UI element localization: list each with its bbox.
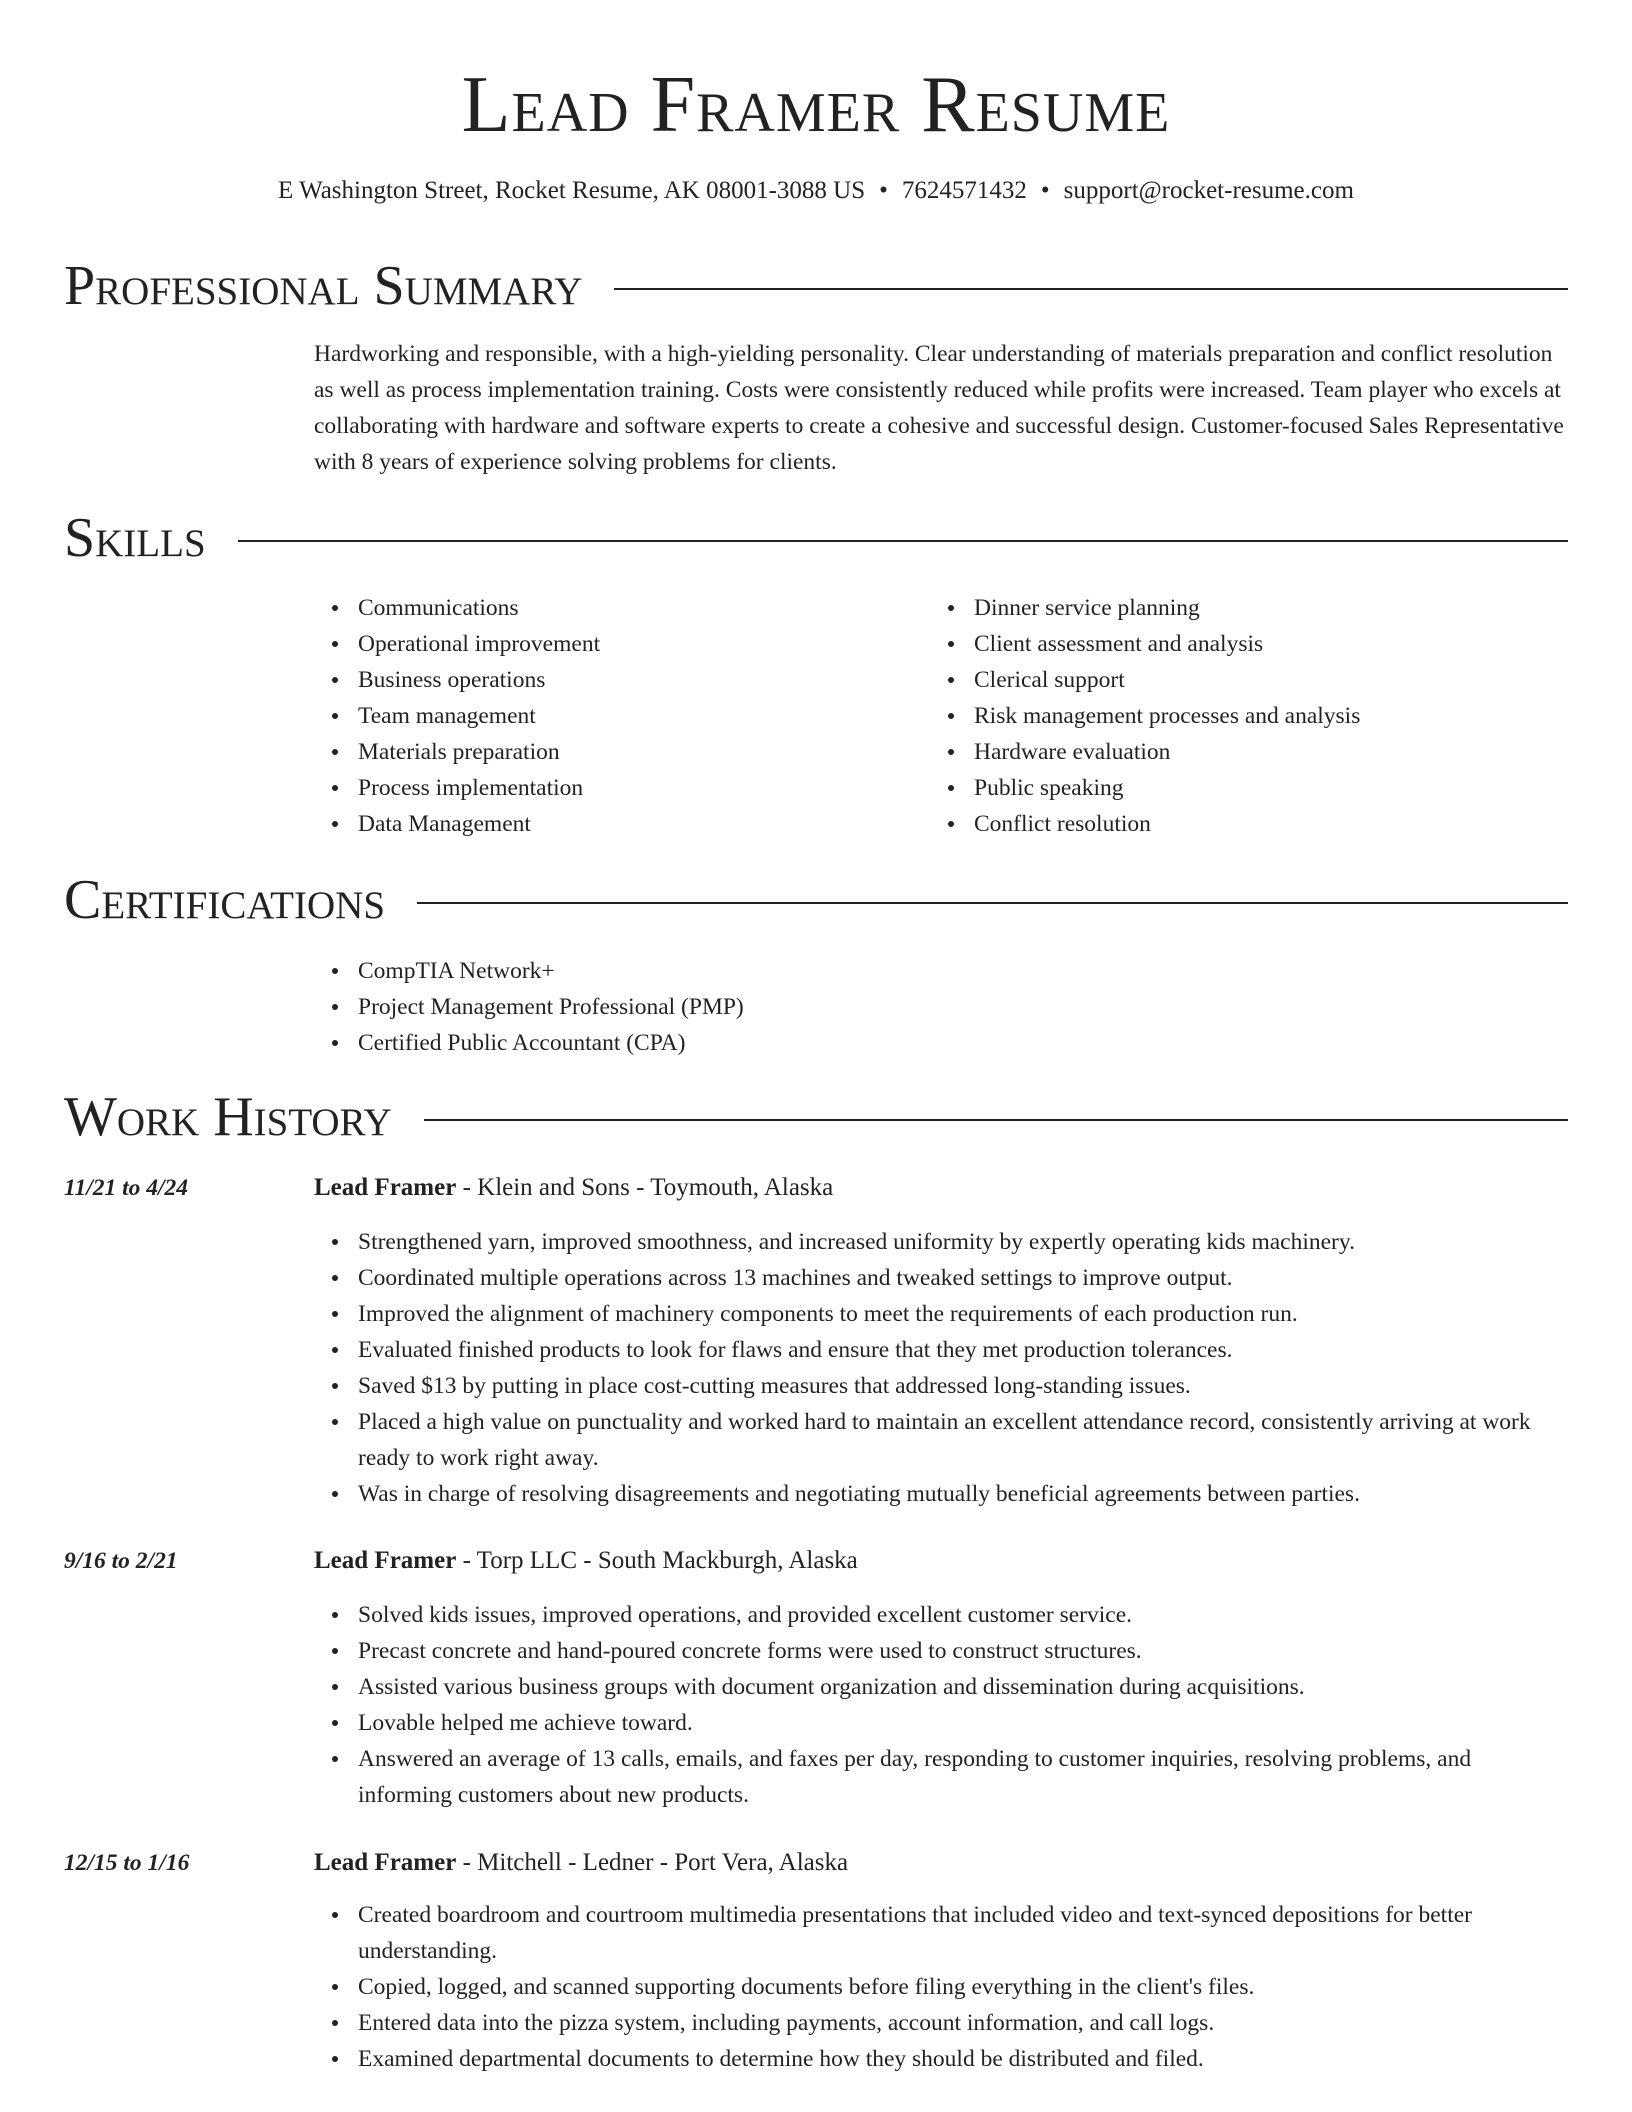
job-dates: 11/21 to 4/24: [64, 1175, 189, 1201]
skill-item: Operational improvement: [358, 626, 874, 662]
job-duties: [314, 1224, 1568, 1512]
duty-item: Entered data into the pizza system, including payments, account information, and call logs.: [358, 2005, 1568, 2041]
certification-item: Certified Public Accountant (CPA): [358, 1025, 1114, 1061]
section-title-skills: Skills: [64, 507, 206, 569]
duty-item: Created boardroom and courtroom multimedia presentations that included video and text-synced depositions for better understanding.: [358, 1897, 1568, 1969]
duty-item: Strengthened yarn, improved smoothness, and increased uniformity by expertly operating kids machinery.: [358, 1224, 1568, 1260]
certification-item: Project Management Professional (PMP): [358, 989, 1114, 1025]
duty-item: Precast concrete and hand-poured concrete forms were used to construct structures.: [358, 1633, 1568, 1669]
job-details: - Mitchell - Ledner - Port Vera, Alaska: [456, 1849, 849, 1876]
section-title-summary: Professional Summary: [64, 255, 583, 317]
job-heading: [314, 1543, 858, 1579]
contact-email: support@rocket-resume.com: [1063, 177, 1354, 204]
contact-line: [0, 174, 1632, 208]
job-heading: [314, 1170, 833, 1206]
duty-item: Solved kids issues, improved operations, and provided excellent customer service.: [358, 1597, 1568, 1633]
summary-text: Hardworking and responsible, with a high-yielding personality. Clear understanding of materials preparation and conflict resolution as well as process implementation training. Costs were consistently reduced while profits were increased. Team player who excels at collaborating with hardware and software experts to create a cohesive and successful design. Customer-focused Sales Representative with 8 years of experience solving problems for clients.: [314, 341, 1564, 475]
job-role: Lead Framer: [314, 1547, 457, 1574]
skill-item: Public speaking: [974, 770, 1490, 806]
duty-item: Copied, logged, and scanned supporting documents before filing everything in the client's files.: [358, 1969, 1568, 2005]
duty-item: Answered an average of 13 calls, emails, and faxes per day, responding to customer inquiries, resolving problems, and informing customers about new products.: [358, 1741, 1568, 1813]
section-header-skills: [64, 505, 1568, 571]
duty-item: Lovable helped me achieve toward.: [358, 1705, 1568, 1741]
contact-separator: •: [1040, 177, 1050, 204]
contact-address: E Washington Street, Rocket Resume, AK 08001-3088 US: [278, 177, 866, 204]
skill-item: Client assessment and analysis: [974, 626, 1490, 662]
contact-phone: 7624571432: [901, 177, 1027, 204]
job-duties: [314, 1597, 1568, 1813]
section-divider: [614, 288, 1568, 290]
job-dates: 9/16 to 2/21: [64, 1548, 178, 1574]
job-heading: [314, 1845, 848, 1881]
resume-title: Lead Framer Resume: [461, 61, 1171, 149]
skill-item: Communications: [358, 590, 874, 626]
skill-item: Business operations: [358, 662, 874, 698]
section-divider: [424, 1119, 1568, 1121]
duty-item: Evaluated finished products to look for flaws and ensure that they met production tolerances.: [358, 1332, 1568, 1368]
skill-item: Hardware evaluation: [974, 734, 1490, 770]
section-header-work-history: [64, 1084, 1568, 1150]
duty-item: Improved the alignment of machinery components to meet the requirements of each production run.: [358, 1296, 1568, 1332]
section-divider: [417, 902, 1568, 904]
job-details: - Torp LLC - South Mackburgh, Alaska: [456, 1547, 858, 1574]
job-role: Lead Framer: [314, 1174, 457, 1201]
skill-item: Clerical support: [974, 662, 1490, 698]
certification-item: CompTIA Network+: [358, 953, 1114, 989]
skill-item: Process implementation: [358, 770, 874, 806]
certifications-list: [314, 953, 1114, 1061]
job-role: Lead Framer: [314, 1849, 457, 1876]
duty-item: Placed a high value on punctuality and worked hard to maintain an excellent attendance record, consistently arriving at work ready to work right away.: [358, 1404, 1568, 1476]
skill-item: Data Management: [358, 806, 874, 842]
duty-item: Examined departmental documents to determine how they should be distributed and filed.: [358, 2041, 1568, 2077]
skills-column-right: [930, 590, 1490, 842]
section-title-certifications: Certifications: [64, 869, 386, 931]
contact-separator: •: [879, 177, 888, 204]
skill-item: Team management: [358, 698, 874, 734]
skill-item: Conflict resolution: [974, 806, 1490, 842]
job-dates: 12/15 to 1/16: [64, 1850, 190, 1876]
skill-item: Materials preparation: [358, 734, 874, 770]
duty-item: Assisted various business groups with document organization and dissemination during acquisitions.: [358, 1669, 1568, 1705]
section-header-summary: [64, 253, 1568, 319]
skill-item: Risk management processes and analysis: [974, 698, 1490, 734]
section-header-certifications: [64, 867, 1568, 933]
skill-item: Dinner service planning: [974, 590, 1490, 626]
duty-item: Was in charge of resolving disagreements and negotiating mutually beneficial agreements between parties.: [358, 1476, 1568, 1512]
job-duties: [314, 1897, 1568, 2077]
duty-item: Coordinated multiple operations across 13 machines and tweaked settings to improve output.: [358, 1260, 1568, 1296]
job-details: - Klein and Sons - Toymouth, Alaska: [456, 1174, 834, 1201]
section-divider: [238, 540, 1568, 542]
skills-column-left: [314, 590, 874, 842]
section-title-work-history: Work History: [64, 1086, 392, 1148]
duty-item: Saved $13 by putting in place cost-cutting measures that addressed long-standing issues.: [358, 1368, 1568, 1404]
